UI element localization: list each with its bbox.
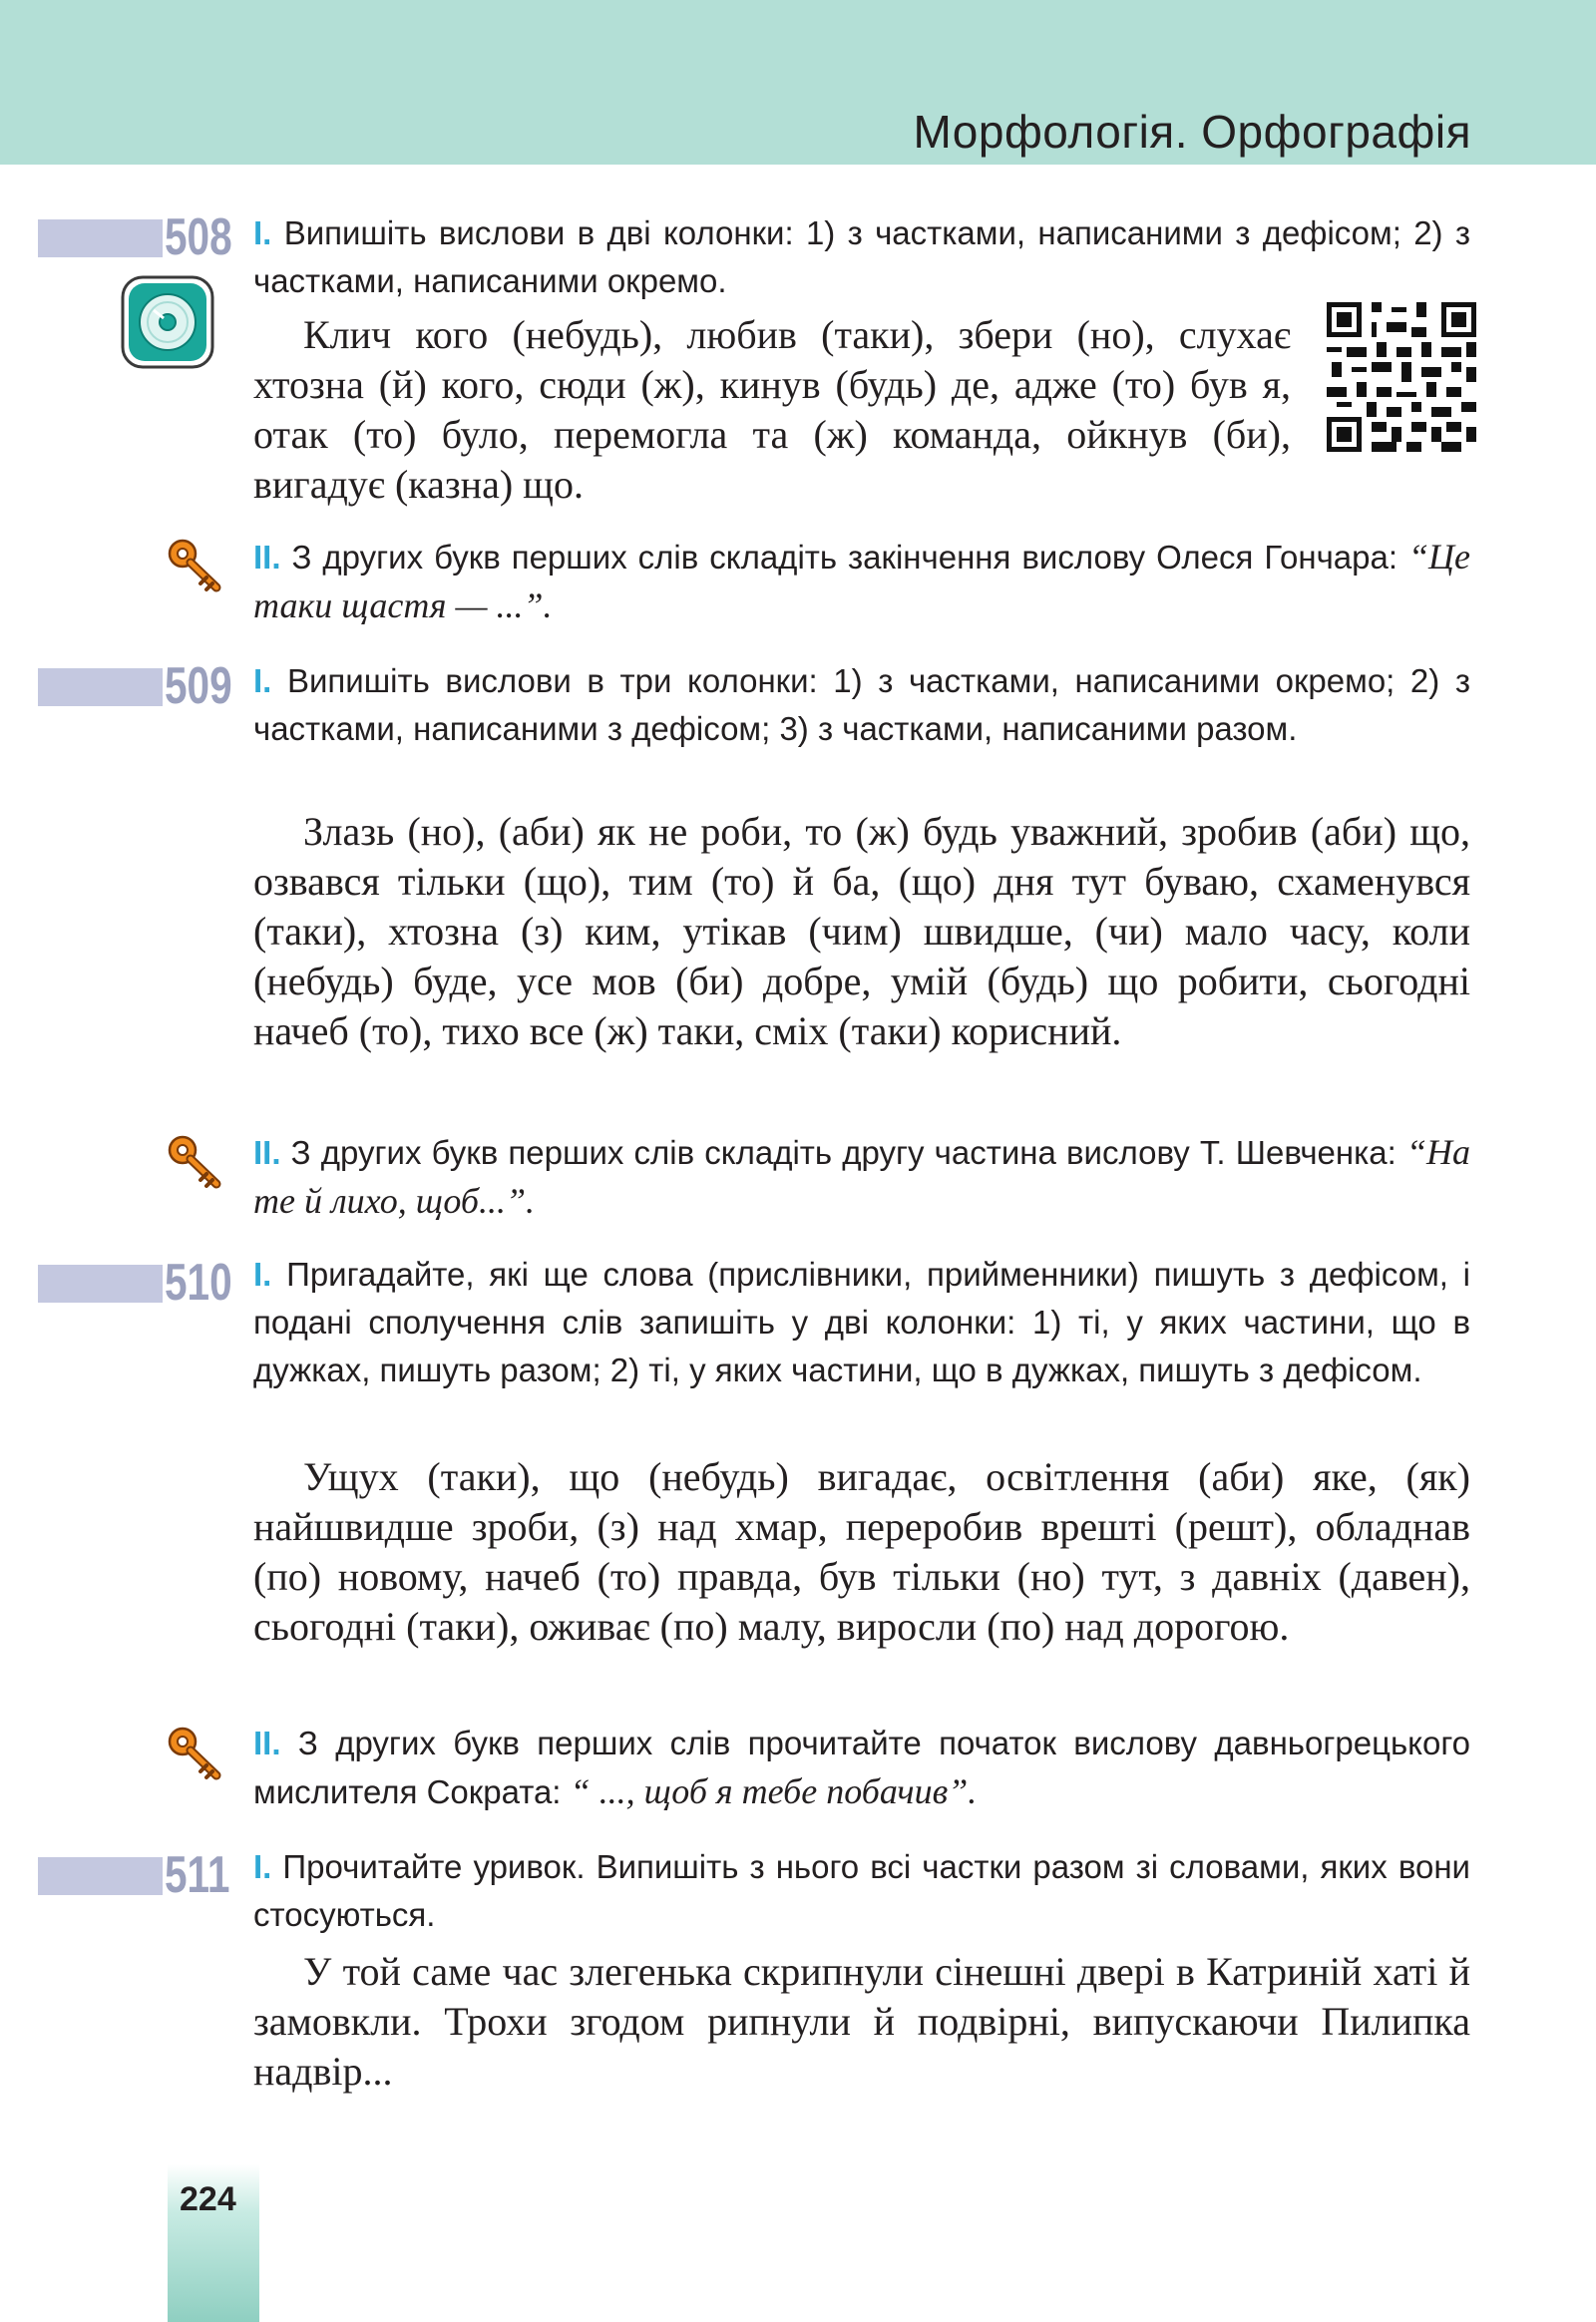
exercise-number-bar	[38, 1265, 163, 1303]
part-numeral: ІІ.	[253, 1134, 281, 1171]
part-numeral: ІІ.	[253, 539, 281, 576]
part-two-text: З других букв перших слів складіть закінчення вислову Олеся Гончара:	[291, 539, 1408, 576]
page-number: 224	[180, 2180, 236, 2218]
quote: “ ..., щоб я тебе побачив”.	[570, 1771, 978, 1811]
quote: “На те й лихо, щоб...”.	[253, 1132, 1471, 1221]
exercise-number-bar	[38, 1857, 163, 1895]
instruction-text: Випишіть вислови в дві колонки: 1) з частками, написаними з дефісом; 2) з частками, написаними окремо.	[253, 214, 1471, 299]
exercise-instruction	[253, 657, 1470, 753]
cd-disc-icon[interactable]	[120, 274, 215, 370]
key-icon	[165, 1724, 226, 1785]
exercise-part-two	[253, 1720, 1470, 1816]
exercise-instruction	[253, 1843, 1470, 1939]
exercise-number-bar	[38, 219, 163, 257]
key-icon	[165, 1132, 226, 1194]
key-icon	[165, 536, 226, 597]
part-numeral: І.	[253, 214, 272, 251]
page-header-title: Морфологія. Орфографія	[913, 106, 1471, 158]
exercise-number: 508	[165, 208, 232, 266]
part-two-text: З других букв перших слів прочитайте початок вислову давньогрецького мислителя Сократа:	[253, 1725, 1470, 1810]
exercise-number-bar	[38, 668, 163, 706]
exercise-part-two	[253, 533, 1470, 630]
quote: “Це таки щастя — ...”.	[253, 537, 1470, 625]
part-numeral: ІІ.	[253, 1725, 281, 1761]
exercise-number: 511	[165, 1846, 230, 1904]
exercise-number: 509	[165, 657, 232, 715]
exercise-body: Клич кого (небудь), любив (таки), збери (но), слухає хтозна (й) кого, сюди (ж), кинув (будь) де, адже (то) був я, отак (то) було, перемогла та (ж) команда, ойкнув (би), вигадує (казна) що.	[253, 312, 1291, 507]
part-numeral: І.	[253, 1848, 272, 1885]
exercise-part-two	[253, 1128, 1470, 1226]
exercise-body: Ущух (таки), що (небудь) вигадає, освітлення (аби) яке, (як) найшвидше зроби, (з) над хмар, переробив врешті (решт), обладнав (по) новому, начеб (то) правда, був тільки (но) тут, з давніх (давен), сьогодні (таки), оживає (по) малу, виросли (по) над дорогою.	[253, 1454, 1470, 1649]
part-numeral: І.	[253, 662, 272, 699]
exercise-number: 510	[165, 1254, 232, 1312]
qr-code[interactable]	[1327, 302, 1476, 452]
exercise-body: У той саме час злегенька скрипнули сінешні двері в Катриній хаті й замовкли. Трохи згодом рипнули й подвірні, випускаючи Пилипка надвір...	[253, 1949, 1470, 2094]
instruction-text: Прочитайте уривок. Випишіть з нього всі частки разом зі словами, яких вони стосуються.	[253, 1848, 1470, 1933]
part-two-text: З других букв перших слів складіть другу частина вислову Т. Шевченка:	[290, 1134, 1406, 1171]
exercise-body: Злазь (но), (аби) як не роби, то (ж) будь уважний, зробив (аби) що, озвався тільки (що), тим (то) й ба, (що) дня тут буваю, схаменувся (таки), хтозна (з) ким, утікав (чим) швидше, (чи) мало часу, коли (небудь) буде, усе мов (би) добре, умій (будь) що робити, сьогодні начеб (то), тихо все (ж) таки, сміх (таки) корисний.	[253, 809, 1470, 1053]
exercise-instruction	[253, 209, 1470, 305]
exercise-instruction	[253, 1251, 1470, 1394]
instruction-text: Пригадайте, які ще слова (прислівники, прийменники) пишуть з дефісом, і подані сполучення слів запишіть у дві колонки: 1) ті, у яких частини, що в дужках, пишуть разом; 2) ті, у яких частини, що в дужках, пишуть з дефісом.	[253, 1256, 1471, 1388]
instruction-text: Випишіть вислови в три колонки: 1) з частками, написаними окремо; 2) з частками, написаними з дефісом; 3) з частками, написаними разом.	[253, 662, 1470, 747]
part-numeral: І.	[253, 1256, 272, 1293]
